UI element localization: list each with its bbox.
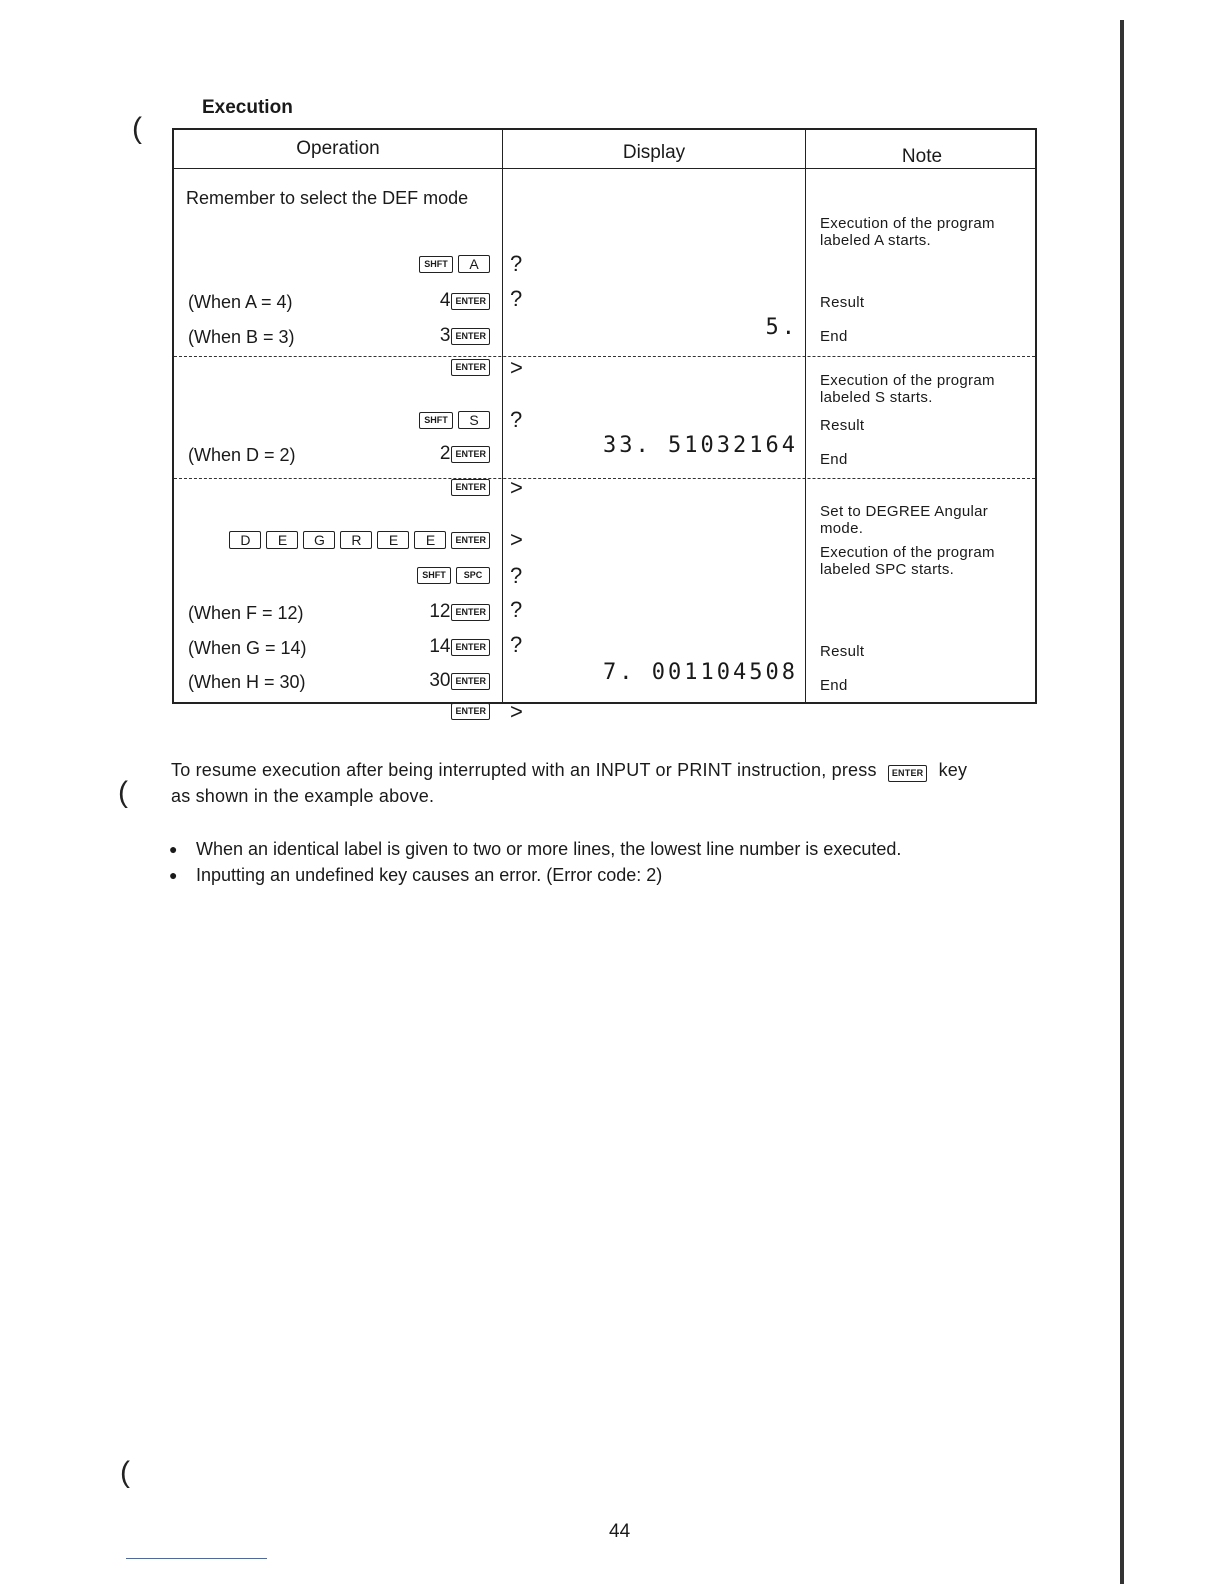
key-sequence: [170, 567, 490, 584]
page-edge-bar: [1120, 20, 1124, 1584]
letter-d-key-icon: D: [229, 531, 261, 549]
variable-label: (When B = 3): [188, 327, 295, 347]
key-sequence: [170, 411, 490, 429]
binding-mark: (: [132, 112, 142, 145]
def-mode-reminder: Remember to select the DEF mode: [186, 188, 469, 208]
letter-e-key-icon: E: [377, 531, 409, 549]
key-sequence: [170, 703, 490, 720]
ready-prompt-symbol: >: [510, 475, 523, 500]
letter-s-key-icon: S: [458, 411, 490, 429]
enter-key-icon: ENTER: [451, 604, 490, 621]
input-prompt-symbol: ?: [510, 597, 523, 622]
resume-text-c: as shown in the example above.: [171, 786, 435, 806]
col-divider: [805, 130, 806, 702]
shft-key-icon: SHFT: [419, 256, 453, 273]
key-sequence: [170, 325, 490, 347]
binding-mark: (: [120, 1456, 130, 1489]
enter-key-icon: ENTER: [451, 293, 490, 310]
header-operation: Operation: [296, 138, 380, 159]
note-text: Result: [820, 643, 865, 660]
variable-label: (When H = 30): [188, 672, 306, 692]
variable-label: (When G = 14): [188, 638, 307, 658]
variable-label: (When A = 4): [188, 292, 293, 312]
input-prompt-symbol: ?: [510, 563, 523, 588]
header-note: Note: [901, 146, 943, 167]
enter-key-icon: ENTER: [451, 359, 490, 376]
note-text: Execution of the program labeled A starts.: [820, 215, 995, 249]
number-input: 2: [439, 443, 451, 464]
note-text: Result: [820, 294, 865, 311]
execution-table: [172, 128, 1037, 724]
display-value: 7. 001104508: [603, 660, 798, 685]
key-sequence: [170, 531, 490, 549]
footer-line: [126, 1558, 267, 1559]
note-text: Execution of the program labeled SPC starts.: [820, 544, 995, 578]
resume-text-a: To resume execution after being interrupted with an INPUT or PRINT instruction, press: [171, 760, 877, 780]
note-text: End: [820, 328, 848, 345]
input-prompt-symbol: ?: [510, 286, 523, 311]
letter-r-key-icon: R: [340, 531, 372, 549]
enter-key-icon: ENTER: [451, 328, 490, 345]
enter-key-icon: ENTER: [888, 765, 928, 782]
variable-label: (When D = 2): [188, 445, 296, 465]
note-text: End: [820, 451, 848, 468]
letter-e-key-icon: E: [414, 531, 446, 549]
input-prompt-symbol: ?: [510, 407, 523, 432]
ready-prompt-symbol: >: [510, 355, 523, 380]
enter-key-icon: ENTER: [451, 479, 490, 496]
shft-key-icon: SHFT: [419, 412, 453, 429]
input-prompt-symbol: ?: [510, 632, 523, 657]
number-input: 14: [429, 636, 451, 657]
bullet-item: ● Inputting an undefined key causes an error. (Error code: 2): [196, 865, 662, 886]
binding-mark: (: [118, 776, 128, 809]
key-sequence: [170, 636, 490, 658]
group-separator: [174, 356, 1035, 357]
header-divider: [174, 168, 1035, 169]
spc-key-icon: SPC: [456, 567, 490, 584]
resume-text-b: key: [938, 760, 968, 780]
key-sequence: [170, 290, 490, 312]
number-input: 4: [439, 290, 451, 311]
key-sequence: [170, 601, 490, 623]
bullet-item: ● When an identical label is given to two or more lines, the lowest line number is executed.: [196, 839, 901, 860]
ready-prompt-symbol: >: [510, 527, 523, 552]
letter-a-key-icon: A: [458, 255, 490, 273]
enter-key-icon: ENTER: [451, 703, 490, 720]
variable-label: (When F = 12): [188, 603, 304, 623]
key-sequence: [170, 670, 490, 692]
display-value: 33. 51032164: [603, 433, 798, 458]
header-display: Display: [622, 142, 686, 163]
number-input: 3: [439, 325, 451, 346]
key-sequence: [170, 443, 490, 465]
enter-key-icon: ENTER: [451, 673, 490, 690]
note-text: Set to DEGREE Angular mode.: [820, 503, 989, 537]
enter-key-icon: ENTER: [451, 532, 490, 549]
input-prompt-symbol: ?: [510, 251, 523, 276]
display-value: 5.: [765, 315, 798, 340]
section-heading: Execution: [202, 97, 293, 118]
col-divider: [502, 130, 503, 702]
key-sequence: [170, 255, 490, 273]
key-sequence: [170, 479, 490, 496]
enter-key-icon: ENTER: [451, 446, 490, 463]
shft-key-icon: SHFT: [417, 567, 451, 584]
ready-prompt-symbol: >: [510, 699, 523, 724]
letter-g-key-icon: G: [303, 531, 335, 549]
number-input: 12: [429, 601, 451, 622]
page-number: 44: [609, 1521, 631, 1542]
key-sequence: [170, 359, 490, 376]
note-text: Result: [820, 417, 865, 434]
note-text: Execution of the program labeled S starts.: [820, 372, 995, 406]
number-input: 30: [429, 670, 451, 691]
letter-e-key-icon: E: [266, 531, 298, 549]
note-text: End: [820, 677, 848, 694]
enter-key-icon: ENTER: [451, 639, 490, 656]
resume-paragraph: [171, 757, 1041, 809]
